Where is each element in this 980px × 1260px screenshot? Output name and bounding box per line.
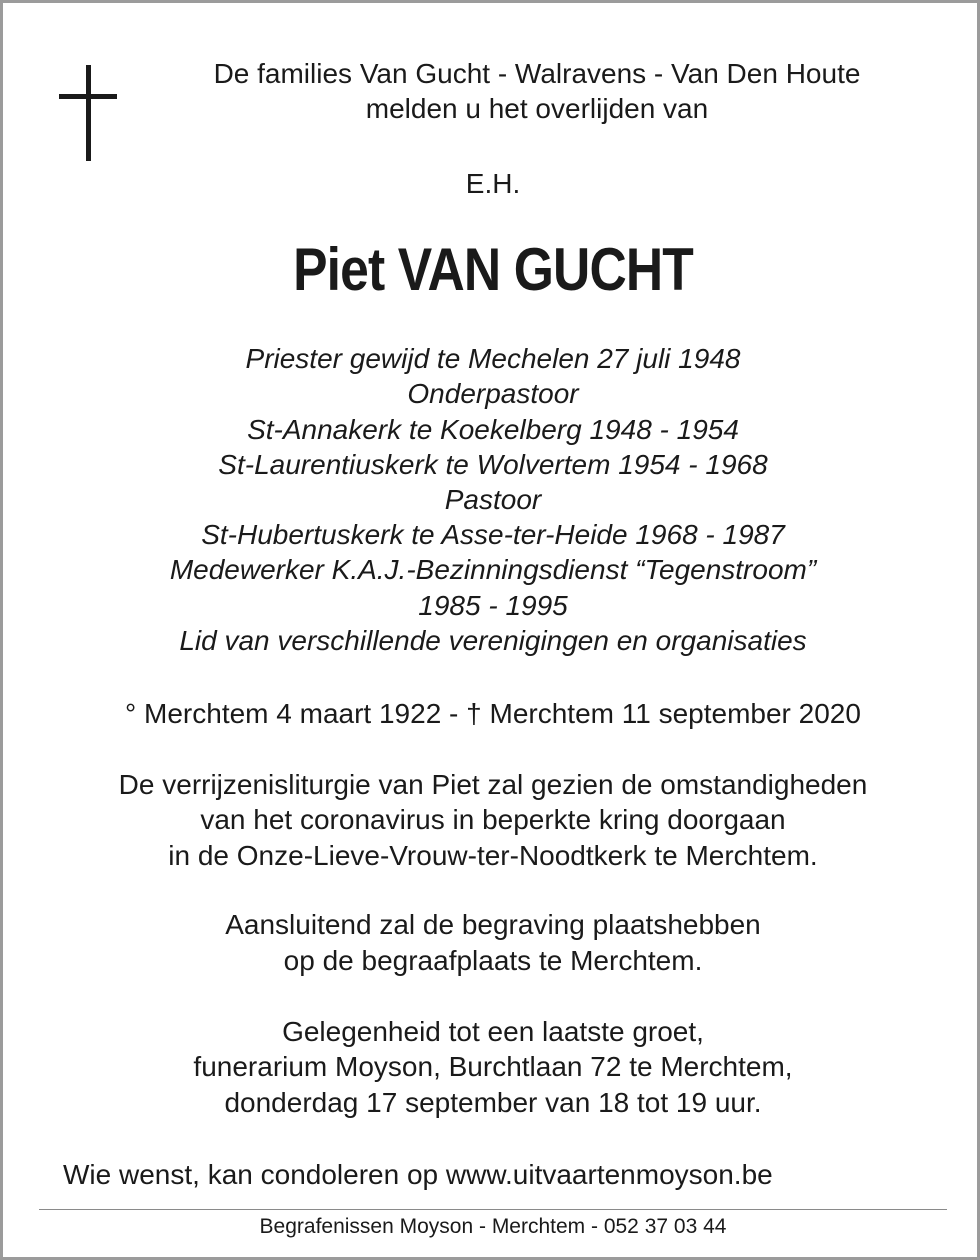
biography-line: Lid van verschillende verenigingen en organisaties bbox=[179, 625, 807, 656]
deceased-name: Piet VAN GUCHT bbox=[293, 236, 693, 303]
birth-death-dates: ° Merchtem 4 maart 1922 - † Merchtem 11 september 2020 bbox=[125, 698, 861, 729]
biography-line: Medewerker K.A.J.-Bezinningsdienst “Tegenstroom” bbox=[169, 554, 817, 585]
biography-line: St-Hubertuskerk te Asse-ter-Heide 1968 - 1987 bbox=[201, 519, 785, 550]
liturgy-line: De verrijzenisliturgie van Piet zal gezien de omstandigheden bbox=[118, 769, 868, 800]
footer-divider bbox=[39, 1209, 947, 1210]
farewell-line: donderdag 17 september van 18 tot 19 uur. bbox=[224, 1087, 762, 1118]
farewell-line: Gelegenheid tot een laatste groet, bbox=[282, 1016, 704, 1047]
title-prefix: E.H. bbox=[465, 168, 521, 199]
farewell-line: funerarium Moyson, Burchtlaan 72 te Merchtem, bbox=[193, 1051, 793, 1082]
burial-line: Aansluitend zal de begraving plaatshebben bbox=[225, 909, 761, 940]
biography-line: St-Annakerk te Koekelberg 1948 - 1954 bbox=[247, 414, 739, 445]
condolence-text: Wie wenst, kan condoleren op www.uitvaartenmoyson.be bbox=[63, 1159, 773, 1190]
families-line-1: De families Van Gucht - Walravens - Van Den Houte bbox=[213, 58, 861, 89]
liturgy-line: in de Onze-Lieve-Vrouw-ter-Noodtkerk te Merchtem. bbox=[168, 840, 818, 871]
biography-line: 1985 - 1995 bbox=[418, 590, 568, 621]
biography-line: St-Laurentiuskerk te Wolvertem 1954 - 1968 bbox=[218, 449, 768, 480]
liturgy-line: van het coronavirus in beperkte kring doorgaan bbox=[200, 804, 786, 835]
biography-line: Onderpastoor bbox=[407, 378, 579, 409]
families-line-2: melden u het overlijden van bbox=[365, 93, 709, 124]
biography-line: Pastoor bbox=[444, 484, 542, 515]
biography-line: Priester gewijd te Mechelen 27 juli 1948 bbox=[245, 343, 741, 374]
burial-line: op de begraafplaats te Merchtem. bbox=[283, 945, 703, 976]
funeral-home-footer: Begrafenissen Moyson - Merchtem - 052 37 03 44 bbox=[259, 1215, 727, 1238]
